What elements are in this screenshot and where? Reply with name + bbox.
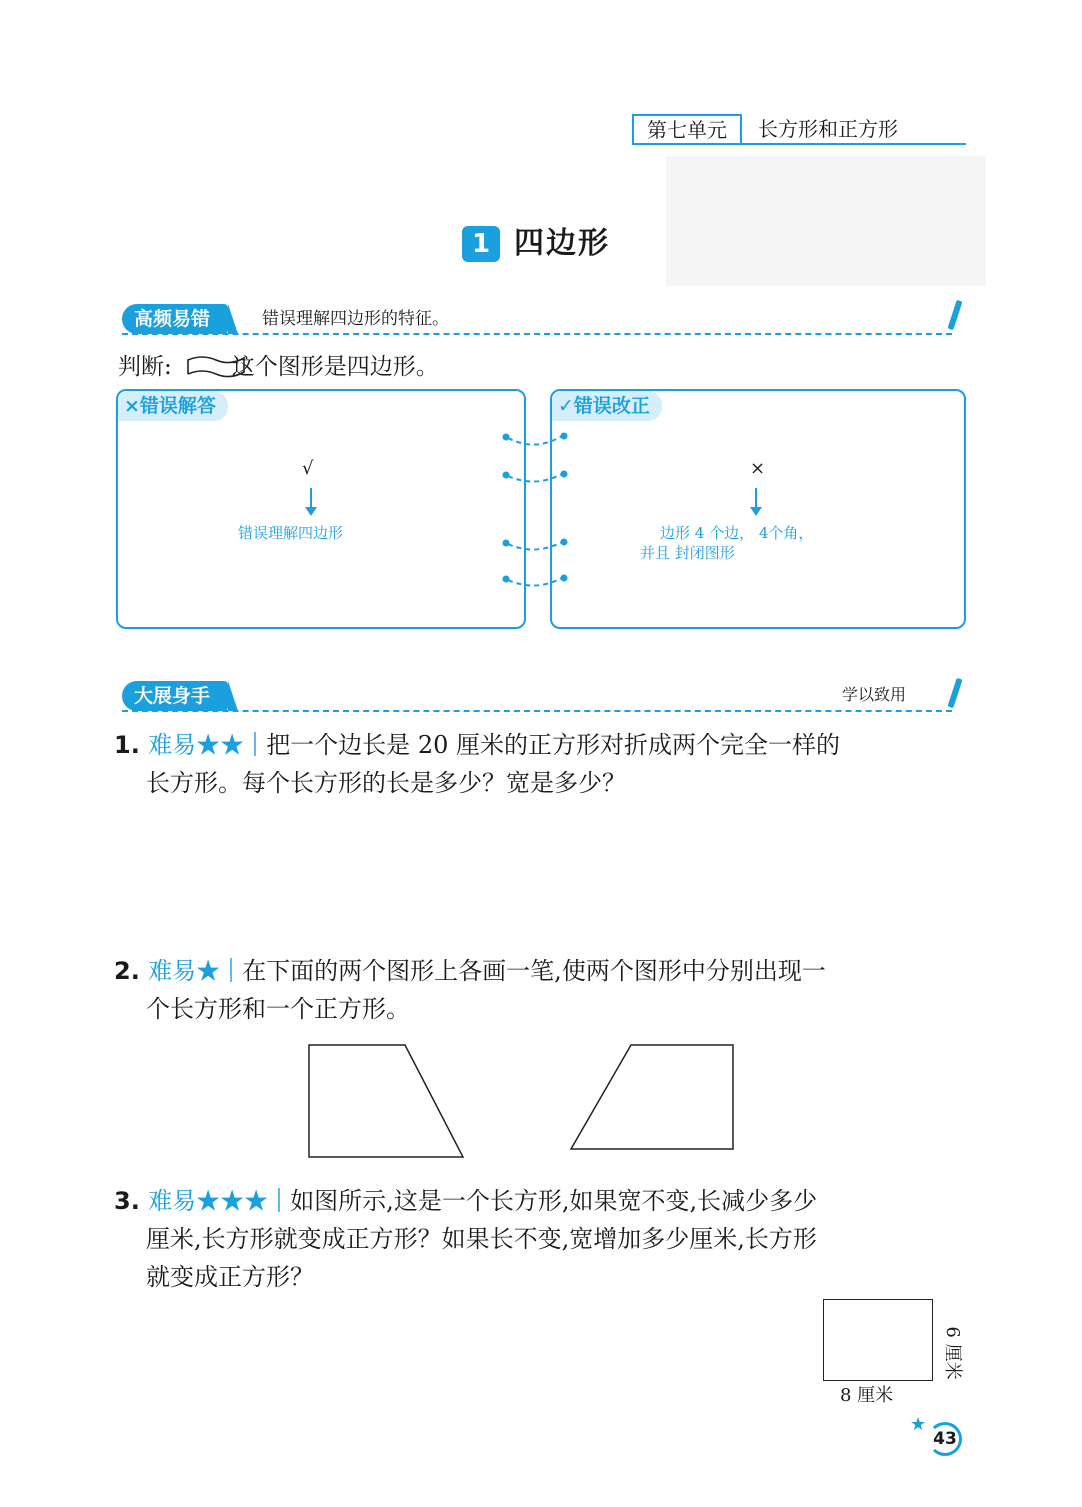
wrong-answer-panel bbox=[116, 389, 526, 629]
problem-3: 3. 难易★★★ 如图所示,这是一个长方形,如果宽不变,长减少多少 厘米,长方形就变成正方形？如果长不变,宽增加多少厘米,长方形 就变成正方形？ bbox=[114, 1182, 974, 1296]
difficulty-rating: 难易★★ bbox=[148, 731, 245, 759]
right-trapezoid-2 bbox=[571, 1045, 733, 1149]
height-label: 6 厘米 bbox=[942, 1326, 963, 1380]
problem-1: 1. 难易★★ 把一个边长是 20 厘米的正方形对折成两个完全一样的 长方形。每个长方形的长是多少？宽是多少？ bbox=[114, 726, 974, 802]
section-note: 错误理解四边形的特征。 bbox=[262, 309, 449, 329]
problem-number: 3 bbox=[114, 1187, 131, 1215]
correction-note-line1: 边形 4 个边， 4个角， bbox=[660, 524, 814, 542]
problem-number: 2 bbox=[114, 957, 131, 985]
unit-title: 长方形和正方形 bbox=[758, 117, 898, 141]
problem-text-line1: 如图所示,这是一个长方形,如果宽不变,长减少多少 bbox=[290, 1187, 818, 1215]
wrong-answer-note: 错误理解四边形 bbox=[238, 524, 344, 542]
arrow-down-icon bbox=[310, 488, 312, 514]
check-mark: √ bbox=[302, 458, 314, 479]
blank-area bbox=[666, 156, 986, 286]
lesson-title: 四边形 bbox=[514, 226, 610, 261]
section-note: 学以致用 bbox=[842, 685, 907, 704]
width-label: 8 厘米 bbox=[840, 1385, 894, 1406]
trapezoid-figures bbox=[306, 1042, 746, 1162]
rectangle-figure bbox=[823, 1299, 933, 1381]
section-divider bbox=[122, 333, 952, 335]
section-tag-practice: 大展身手 bbox=[122, 681, 228, 711]
wrong-answer-label: ×错误解答 bbox=[118, 391, 228, 421]
pencil-icon bbox=[948, 300, 963, 330]
problem-text-line2: 长方形。每个长方形的长是多少？宽是多少？ bbox=[146, 769, 626, 797]
arrow-down-icon bbox=[755, 488, 757, 514]
difficulty-rating: 难易★ bbox=[148, 957, 221, 985]
correction-label: ✓错误改正 bbox=[552, 391, 662, 421]
section-divider bbox=[122, 710, 952, 712]
pencil-icon bbox=[948, 678, 963, 708]
problem-number: 1 bbox=[114, 731, 131, 759]
open-shape-icon bbox=[186, 354, 246, 378]
section-tag-frequent-errors: 高频易错 bbox=[122, 304, 228, 334]
difficulty-rating: 难易★★★ bbox=[148, 1187, 269, 1215]
cross-mark: × bbox=[750, 458, 766, 479]
page-number: 43 bbox=[933, 1429, 957, 1449]
problem-text-line3: 就变成正方形？ bbox=[146, 1263, 314, 1291]
problem-text-line1: 把一个边长是 20 厘米的正方形对折成两个完全一样的 bbox=[266, 731, 840, 759]
problem-text-line2: 厘米,长方形就变成正方形？如果长不变,宽增加多少厘米,长方形 bbox=[146, 1225, 817, 1253]
problem-text-line2: 个长方形和一个正方形。 bbox=[146, 995, 410, 1023]
judge-statement: 这个图形是四边形。 bbox=[231, 354, 439, 380]
problem-2: 2. 难易★ 在下面的两个图形上各画一笔,使两个图形中分别出现一 个长方形和一个正方形。 bbox=[114, 952, 974, 1028]
problem-text-line1: 在下面的两个图形上各画一笔,使两个图形中分别出现一 bbox=[242, 957, 826, 985]
correction-note-line2: 并且 封闭图形 bbox=[640, 544, 735, 562]
judge-prefix: 判断: bbox=[118, 354, 172, 380]
judge-question bbox=[118, 350, 439, 384]
panel-connector-icon bbox=[500, 430, 570, 600]
lesson-number-badge: 1 bbox=[462, 226, 500, 262]
unit-label: 第七单元 bbox=[632, 114, 742, 144]
right-trapezoid-1 bbox=[309, 1045, 463, 1157]
star-icon: ★ bbox=[910, 1414, 927, 1435]
